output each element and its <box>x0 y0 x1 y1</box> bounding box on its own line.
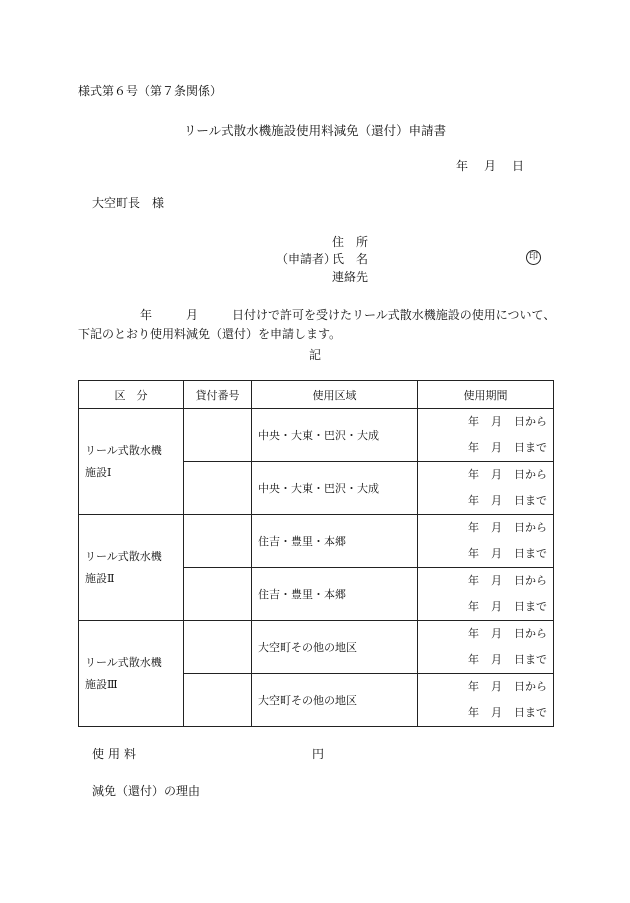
period-from <box>418 568 547 594</box>
loan-number-cell <box>184 674 252 727</box>
name-label: 氏 名 <box>332 252 369 266</box>
period-year: 年 <box>468 468 479 481</box>
period-year: 年 <box>468 494 479 507</box>
period-year: 年 <box>468 706 479 719</box>
period-year: 年 <box>468 627 479 640</box>
period-from <box>418 621 547 647</box>
period-to <box>418 647 547 673</box>
period-from <box>418 674 547 700</box>
table-row <box>79 515 554 568</box>
form-number: 様式第６号（第７条関係） <box>78 84 223 98</box>
date-month: 月 <box>484 159 497 173</box>
period-suffix: 日まで <box>514 441 547 454</box>
period-year: 年 <box>468 574 479 587</box>
usage-table <box>78 380 554 727</box>
facility-name: リール式散水機 <box>85 443 162 457</box>
period-month: 月 <box>491 653 502 666</box>
facility-number: 施設Ⅱ <box>85 571 115 585</box>
period-from <box>418 515 547 541</box>
period-year: 年 <box>468 415 479 428</box>
table-row <box>79 621 554 674</box>
loan-number-cell <box>184 568 252 621</box>
seal-mark: 印 <box>526 250 541 265</box>
ki-heading: 記 <box>308 348 321 362</box>
period-year: 年 <box>468 680 479 693</box>
header-category: 区 分 <box>79 381 184 409</box>
period-suffix: 日まで <box>514 494 547 507</box>
period-month: 月 <box>491 680 502 693</box>
period-cell <box>418 674 554 727</box>
period-month: 月 <box>491 574 502 587</box>
period-from <box>418 409 547 435</box>
period-month: 月 <box>491 627 502 640</box>
period-suffix: 日から <box>514 627 547 640</box>
reason-label: 減免（還付）の理由 <box>92 784 201 798</box>
area-cell: 住吉・豊里・本郷 <box>252 568 418 621</box>
period-year: 年 <box>468 441 479 454</box>
table-row <box>79 409 554 462</box>
period-suffix: 日から <box>514 468 547 481</box>
facility-cell <box>79 409 184 515</box>
period-cell <box>418 621 554 674</box>
period-suffix: 日から <box>514 574 547 587</box>
fee-unit: 円 <box>312 747 325 761</box>
facility-cell <box>79 621 184 727</box>
period-month: 月 <box>491 521 502 534</box>
period-to <box>418 541 547 567</box>
facility-name: リール式散水機 <box>85 549 162 563</box>
header-area: 使用区域 <box>252 381 418 409</box>
date-day: 日 <box>512 159 525 173</box>
document-title: リール式散水機施設使用料減免（還付）申請書 <box>183 123 447 138</box>
addressee: 大空町長 様 <box>92 196 165 210</box>
period-year: 年 <box>468 653 479 666</box>
date-line <box>456 157 540 174</box>
period-month: 月 <box>491 547 502 560</box>
application-statement <box>78 306 556 344</box>
area-cell: 中央・大東・巴沢・大成 <box>252 409 418 462</box>
statement-month: 月 <box>186 308 199 322</box>
applicant-label: （申請者） <box>276 252 337 266</box>
period-suffix: 日から <box>514 680 547 693</box>
address-label: 住 所 <box>332 235 369 249</box>
contact-label: 連絡先 <box>332 270 369 284</box>
statement-text: 日付けで許可を受けたリール式散水機施設の使用について、下記のとおり使用料減免（還付）を申請します。 <box>78 308 556 341</box>
loan-number-cell <box>184 515 252 568</box>
period-to <box>418 488 547 514</box>
period-year: 年 <box>468 521 479 534</box>
period-month: 月 <box>491 600 502 613</box>
period-suffix: 日まで <box>514 706 547 719</box>
period-month: 月 <box>491 441 502 454</box>
loan-number-cell <box>184 621 252 674</box>
period-cell <box>418 515 554 568</box>
period-year: 年 <box>468 547 479 560</box>
table-header-row <box>79 381 554 409</box>
period-cell <box>418 462 554 515</box>
period-cell <box>418 568 554 621</box>
period-to <box>418 435 547 461</box>
period-from <box>418 462 547 488</box>
period-month: 月 <box>491 706 502 719</box>
header-loan-number: 貸付番号 <box>184 381 252 409</box>
period-suffix: 日まで <box>514 547 547 560</box>
facility-name: リール式散水機 <box>85 655 162 669</box>
period-suffix: 日から <box>514 415 547 428</box>
period-year: 年 <box>468 600 479 613</box>
period-to <box>418 594 547 620</box>
period-month: 月 <box>491 415 502 428</box>
statement-year: 年 <box>140 308 153 322</box>
loan-number-cell <box>184 462 252 515</box>
facility-number: 施設Ⅰ <box>85 465 112 479</box>
period-suffix: 日まで <box>514 653 547 666</box>
period-suffix: 日から <box>514 521 547 534</box>
period-cell <box>418 409 554 462</box>
fee-label: 使用料 <box>92 747 141 761</box>
area-cell: 大空町その他の地区 <box>252 621 418 674</box>
header-period: 使用期間 <box>418 381 554 409</box>
period-month: 月 <box>491 494 502 507</box>
facility-cell <box>79 515 184 621</box>
date-year: 年 <box>456 159 469 173</box>
period-to <box>418 700 547 726</box>
period-month: 月 <box>491 468 502 481</box>
period-suffix: 日まで <box>514 600 547 613</box>
area-cell: 中央・大東・巴沢・大成 <box>252 462 418 515</box>
loan-number-cell <box>184 409 252 462</box>
area-cell: 大空町その他の地区 <box>252 674 418 727</box>
area-cell: 住吉・豊里・本郷 <box>252 515 418 568</box>
facility-number: 施設Ⅲ <box>85 677 118 691</box>
